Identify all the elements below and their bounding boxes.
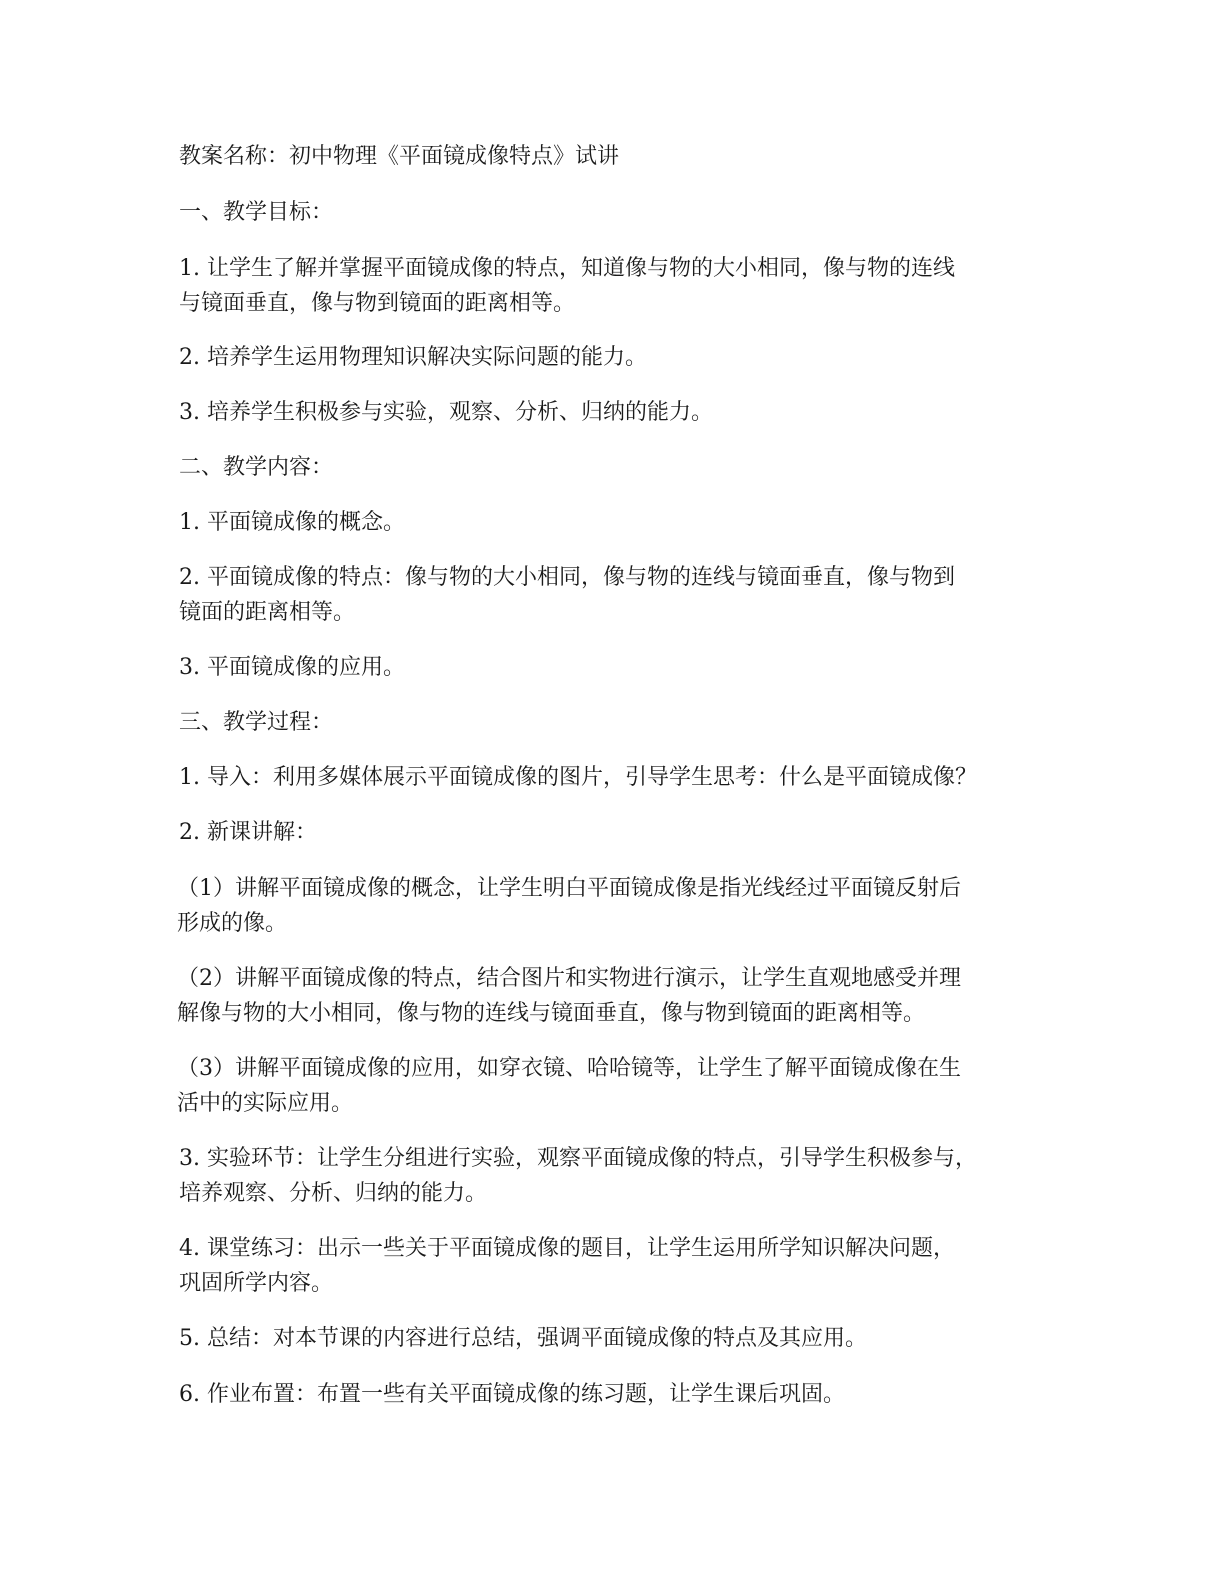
process-sub-3-line-2: 活中的实际应用。 (177, 1091, 354, 1116)
process-item-3-line-2: 培养观察、分析、归纳的能力。 (179, 1181, 488, 1206)
objective-1-line-2: 与镜面垂直，像与物到镜面的距离相等。 (179, 291, 576, 316)
content-item-2-line-1: 2. 平面镜成像的特点：像与物的大小相同，像与物的连线与镜面垂直，像与物到 (179, 565, 955, 590)
process-item-5: 5. 总结：对本节课的内容进行总结，强调平面镜成像的特点及其应用。 (179, 1326, 867, 1351)
process-sub-1-line-1: （1）讲解平面镜成像的概念，让学生明白平面镜成像是指光线经过平面镜反射后 (177, 876, 961, 901)
process-item-4-line-2: 巩固所学内容。 (179, 1271, 334, 1296)
content-heading: 二、教学内容： (179, 455, 334, 480)
process-item-2: 2. 新课讲解： (179, 820, 317, 845)
process-heading: 三、教学过程： (179, 710, 334, 735)
process-sub-2-line-1: （2）讲解平面镜成像的特点，结合图片和实物进行演示，让学生直观地感受并理 (177, 966, 961, 991)
content-item-1: 1. 平面镜成像的概念。 (179, 510, 405, 535)
objective-1-line-1: 1. 让学生了解并掌握平面镜成像的特点，知道像与物的大小相同，像与物的连线 (179, 256, 955, 281)
objectives-heading: 一、教学目标： (179, 200, 334, 225)
process-item-3-line-1: 3. 实验环节：让学生分组进行实验，观察平面镜成像的特点，引导学生积极参与， (179, 1146, 977, 1171)
objective-2: 2. 培养学生运用物理知识解决实际问题的能力。 (179, 345, 647, 370)
content-item-2-line-2: 镜面的距离相等。 (179, 600, 356, 625)
process-sub-3-line-1: （3）讲解平面镜成像的应用，如穿衣镜、哈哈镜等，让学生了解平面镜成像在生 (177, 1056, 961, 1081)
process-item-6: 6. 作业布置：布置一些有关平面镜成像的练习题，让学生课后巩固。 (179, 1382, 845, 1407)
process-sub-2-line-2: 解像与物的大小相同，像与物的连线与镜面垂直，像与物到镜面的距离相等。 (177, 1001, 926, 1026)
objective-3: 3. 培养学生积极参与实验，观察、分析、归纳的能力。 (179, 400, 713, 425)
process-sub-1-line-2: 形成的像。 (177, 911, 288, 936)
document-title: 教案名称：初中物理《平面镜成像特点》试讲 (179, 144, 620, 169)
process-item-4-line-1: 4. 课堂练习：出示一些关于平面镜成像的题目，让学生运用所学知识解决问题， (179, 1236, 955, 1261)
process-item-1: 1. 导入：利用多媒体展示平面镜成像的图片，引导学生思考：什么是平面镜成像？ (179, 765, 977, 790)
content-item-3: 3. 平面镜成像的应用。 (179, 655, 405, 680)
